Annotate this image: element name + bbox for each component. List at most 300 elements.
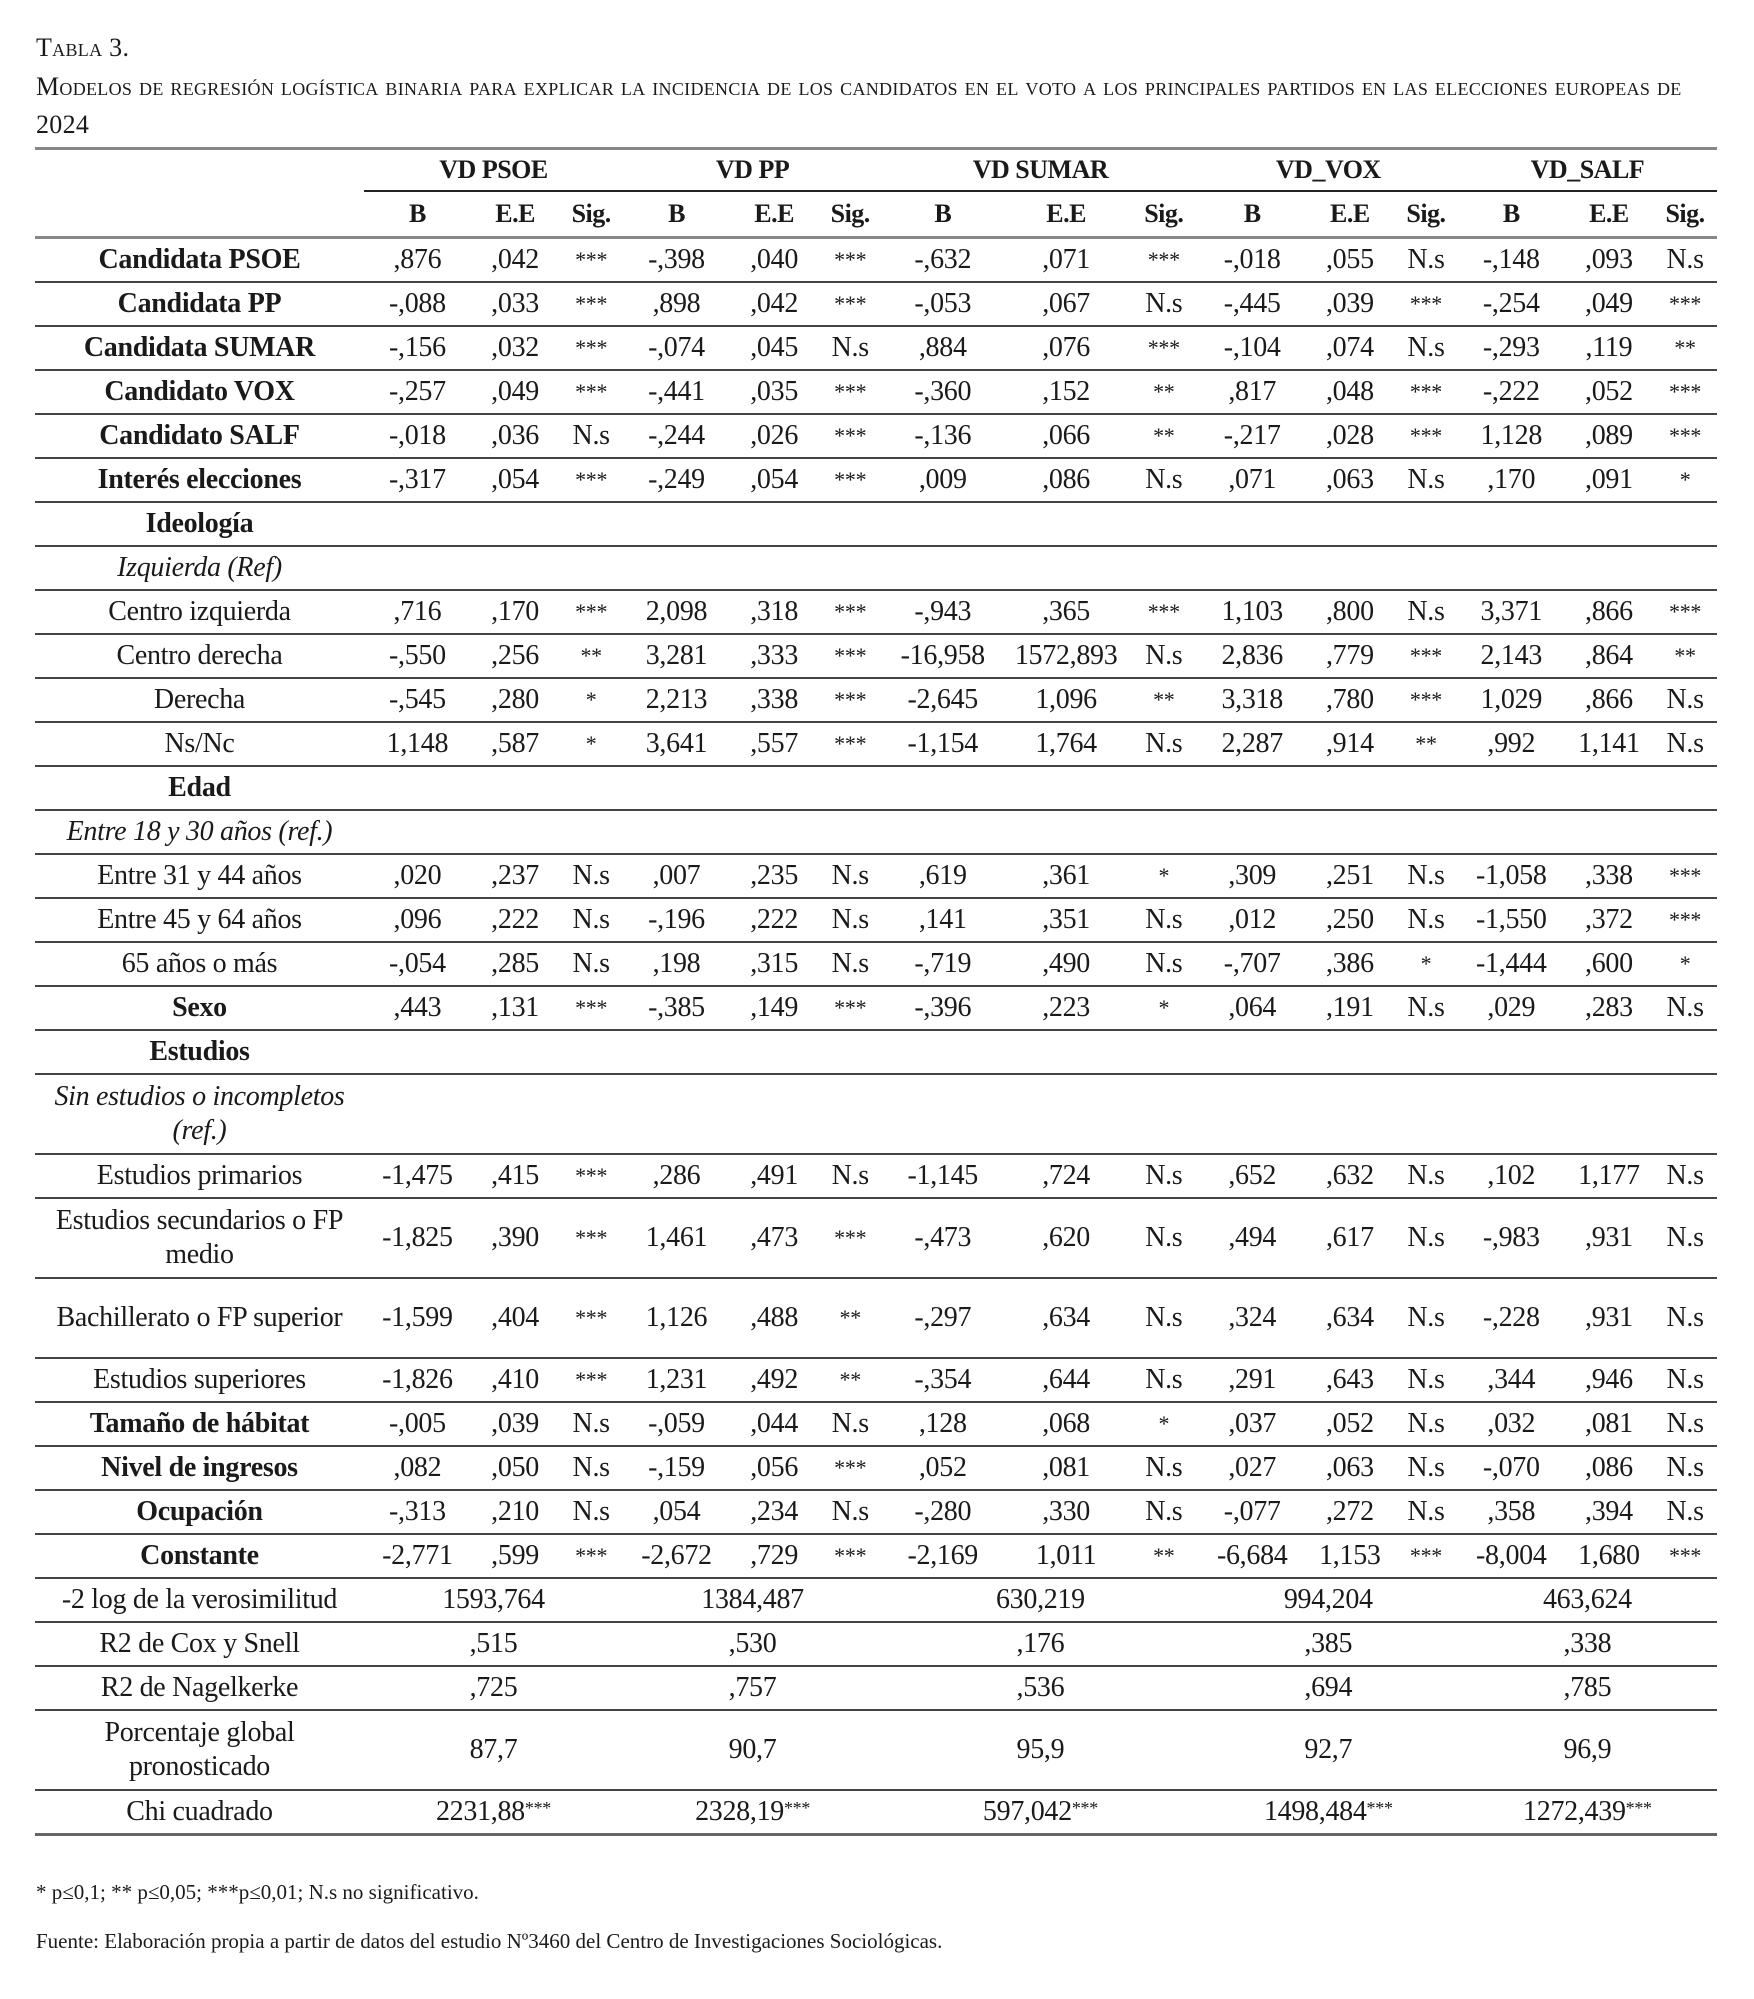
cell-ee: ,191 <box>1306 986 1394 1030</box>
cell-sig: N.s <box>1653 1490 1717 1534</box>
cell-b: ,020 <box>364 854 471 898</box>
cell-sig <box>1394 1074 1458 1154</box>
cell-ee: ,035 <box>730 370 818 414</box>
cell-b: 3,371 <box>1458 590 1565 634</box>
cell-b: ,071 <box>1199 458 1306 502</box>
cell-b: ,064 <box>1199 986 1306 1030</box>
cell-ee: ,152 <box>1003 370 1128 414</box>
cell-sig: ** <box>1129 414 1199 458</box>
cell-sig <box>559 546 623 590</box>
cell-b: 1,029 <box>1458 678 1565 722</box>
cell-ee: ,074 <box>1306 326 1394 370</box>
cell-sig: * <box>559 678 623 722</box>
cell-sig: *** <box>559 238 623 283</box>
summary-number: 994,204 <box>1283 1584 1373 1615</box>
cell-ee <box>1003 546 1128 590</box>
cell-sig <box>818 810 882 854</box>
cell-sig <box>1129 1030 1199 1074</box>
cell-ee <box>471 546 559 590</box>
cell-sig: N.s <box>1653 1278 1717 1358</box>
cell-b <box>364 502 471 546</box>
summary-value <box>1458 1622 1717 1666</box>
subheader-b: B <box>1458 191 1565 238</box>
cell-b <box>1199 1074 1306 1154</box>
cell-ee <box>471 810 559 854</box>
cell-sig: ** <box>1129 678 1199 722</box>
cell-ee: ,050 <box>471 1446 559 1490</box>
cell-ee: 1,680 <box>1565 1534 1653 1578</box>
cell-ee: ,338 <box>1565 854 1653 898</box>
cell-b: ,652 <box>1199 1154 1306 1198</box>
cell-b <box>623 766 730 810</box>
summary-row <box>35 1790 1717 1835</box>
cell-b: -,104 <box>1199 326 1306 370</box>
cell-b <box>1458 546 1565 590</box>
cell-ee: ,054 <box>730 458 818 502</box>
cell-sig <box>559 810 623 854</box>
cell-ee: ,076 <box>1003 326 1128 370</box>
cell-b: -,707 <box>1199 942 1306 986</box>
cell-ee: ,599 <box>471 1534 559 1578</box>
table-number: Tabla 3. <box>36 33 130 62</box>
summary-value <box>1458 1790 1717 1835</box>
row-label: Ideología <box>35 502 364 546</box>
row-label: Candidato SALF <box>35 414 364 458</box>
summary-number: 463,624 <box>1542 1584 1632 1615</box>
cell-ee <box>730 766 818 810</box>
cell-sig <box>1394 766 1458 810</box>
cell-sig: *** <box>1653 282 1717 326</box>
cell-sig: ** <box>818 1278 882 1358</box>
cell-b: -1,444 <box>1458 942 1565 986</box>
significance-stars: *** <box>1366 1798 1393 1818</box>
cell-ee: ,488 <box>730 1278 818 1358</box>
cell-sig: N.s <box>1129 1446 1199 1490</box>
cell-ee: ,779 <box>1306 634 1394 678</box>
cell-b: -1,145 <box>882 1154 1003 1198</box>
cell-sig: N.s <box>1394 854 1458 898</box>
cell-b: -,196 <box>623 898 730 942</box>
cell-b <box>364 810 471 854</box>
summary-number: 96,9 <box>1563 1734 1612 1765</box>
summary-value <box>1199 1578 1458 1622</box>
cell-sig: ** <box>818 1358 882 1402</box>
cell-b: ,898 <box>623 282 730 326</box>
cell-b: -,280 <box>882 1490 1003 1534</box>
summary-value <box>1199 1666 1458 1710</box>
cell-b: ,032 <box>1458 1402 1565 1446</box>
cell-b <box>1199 1030 1306 1074</box>
cell-sig: N.s <box>1394 898 1458 942</box>
row-label: Estudios secundarios o FP medio <box>35 1198 364 1278</box>
model-header-row <box>35 149 1717 192</box>
cell-ee: ,338 <box>730 678 818 722</box>
cell-sig: *** <box>1394 370 1458 414</box>
cell-b: ,029 <box>1458 986 1565 1030</box>
cell-ee: ,643 <box>1306 1358 1394 1402</box>
cell-ee: ,492 <box>730 1358 818 1402</box>
cell-b: ,817 <box>1199 370 1306 414</box>
row-label: Entre 31 y 44 años <box>35 854 364 898</box>
summary-value <box>364 1622 623 1666</box>
table-row <box>35 678 1717 722</box>
cell-sig: ** <box>1653 634 1717 678</box>
row-label: Estudios <box>35 1030 364 1074</box>
cell-b: -,156 <box>364 326 471 370</box>
cell-sig: N.s <box>1653 678 1717 722</box>
cell-b: ,344 <box>1458 1358 1565 1402</box>
cell-ee: ,054 <box>471 458 559 502</box>
cell-sig <box>1394 502 1458 546</box>
row-label: Candidata PSOE <box>35 238 364 283</box>
cell-ee: ,272 <box>1306 1490 1394 1534</box>
summary-label: Chi cuadrado <box>35 1790 364 1835</box>
cell-sig: *** <box>818 414 882 458</box>
cell-b: -6,684 <box>1199 1534 1306 1578</box>
cell-ee: ,415 <box>471 1154 559 1198</box>
cell-b: 1,128 <box>1458 414 1565 458</box>
cell-b <box>1199 810 1306 854</box>
cell-b: -,983 <box>1458 1198 1565 1278</box>
cell-ee: ,086 <box>1003 458 1128 502</box>
subheader-sig: Sig. <box>1653 191 1717 238</box>
cell-sig: N.s <box>818 898 882 942</box>
cell-sig <box>1129 766 1199 810</box>
cell-ee: ,931 <box>1565 1198 1653 1278</box>
category-row <box>35 502 1717 546</box>
cell-sig: *** <box>1394 414 1458 458</box>
cell-sig: N.s <box>1394 326 1458 370</box>
row-label: Izquierda (Ref) <box>35 546 364 590</box>
cell-b: 3,281 <box>623 634 730 678</box>
cell-ee: ,931 <box>1565 1278 1653 1358</box>
cell-ee: ,333 <box>730 634 818 678</box>
cell-sig: N.s <box>1394 1358 1458 1402</box>
cell-ee: ,351 <box>1003 898 1128 942</box>
cell-ee <box>1565 766 1653 810</box>
summary-value <box>364 1578 623 1622</box>
cell-sig: *** <box>1653 854 1717 898</box>
row-label: Ns/Nc <box>35 722 364 766</box>
cell-ee: ,780 <box>1306 678 1394 722</box>
cell-ee: ,285 <box>471 942 559 986</box>
cell-ee: ,256 <box>471 634 559 678</box>
cell-sig <box>818 1030 882 1074</box>
summary-value <box>882 1710 1199 1790</box>
cell-sig: N.s <box>1394 1446 1458 1490</box>
cell-sig: *** <box>1653 898 1717 942</box>
cell-b: -1,826 <box>364 1358 471 1402</box>
table-row <box>35 238 1717 283</box>
cell-ee: ,587 <box>471 722 559 766</box>
cell-ee: ,490 <box>1003 942 1128 986</box>
summary-value <box>882 1666 1199 1710</box>
row-label: Estudios superiores <box>35 1358 364 1402</box>
cell-sig: * <box>1653 942 1717 986</box>
header-corner <box>35 149 364 192</box>
summary-number: 1272,439 <box>1523 1796 1626 1827</box>
summary-value <box>364 1790 623 1835</box>
cell-b: -,054 <box>364 942 471 986</box>
cell-b: -,070 <box>1458 1446 1565 1490</box>
cell-b <box>882 766 1003 810</box>
cell-b: -,244 <box>623 414 730 458</box>
cell-b: -,228 <box>1458 1278 1565 1358</box>
row-label: Candidato VOX <box>35 370 364 414</box>
summary-number: 1384,487 <box>701 1584 804 1615</box>
cell-ee: ,729 <box>730 1534 818 1578</box>
cell-b: -,445 <box>1199 282 1306 326</box>
cell-b: -,441 <box>623 370 730 414</box>
cell-ee: ,283 <box>1565 986 1653 1030</box>
cell-ee: ,026 <box>730 414 818 458</box>
cell-b <box>623 502 730 546</box>
table-body <box>35 238 1717 1835</box>
cell-b: -,254 <box>1458 282 1565 326</box>
cell-ee: ,119 <box>1565 326 1653 370</box>
cell-sig: N.s <box>818 1490 882 1534</box>
cell-sig: *** <box>1653 370 1717 414</box>
cell-b <box>882 1074 1003 1154</box>
cell-ee: ,234 <box>730 1490 818 1534</box>
cell-b <box>1458 766 1565 810</box>
cell-ee <box>730 810 818 854</box>
cell-sig: *** <box>1129 238 1199 283</box>
cell-b: ,291 <box>1199 1358 1306 1402</box>
table-row <box>35 1198 1717 1278</box>
cell-ee <box>471 766 559 810</box>
cell-b: -,293 <box>1458 326 1565 370</box>
row-label: Estudios primarios <box>35 1154 364 1198</box>
cell-ee: ,081 <box>1003 1446 1128 1490</box>
cell-b: -,317 <box>364 458 471 502</box>
cell-ee: ,634 <box>1003 1278 1128 1358</box>
cell-sig: N.s <box>1653 1446 1717 1490</box>
cell-b <box>623 1074 730 1154</box>
model-header-sumar: VD SUMAR <box>882 149 1199 192</box>
table-caption <box>36 28 1726 144</box>
summary-number: ,515 <box>469 1628 518 1659</box>
subheader-ee: E.E <box>730 191 818 238</box>
summary-value <box>1199 1710 1458 1790</box>
cell-ee: ,617 <box>1306 1198 1394 1278</box>
cell-sig: *** <box>1129 326 1199 370</box>
cell-sig: N.s <box>818 942 882 986</box>
cell-b: -,136 <box>882 414 1003 458</box>
cell-sig: N.s <box>1653 1402 1717 1446</box>
cell-sig: N.s <box>1129 1154 1199 1198</box>
cell-ee <box>1003 1030 1128 1074</box>
cell-b: ,102 <box>1458 1154 1565 1198</box>
cell-sig: N.s <box>818 854 882 898</box>
cell-sig: *** <box>1653 414 1717 458</box>
cell-sig: N.s <box>559 1402 623 1446</box>
row-label: 65 años o más <box>35 942 364 986</box>
cell-sig: N.s <box>1129 634 1199 678</box>
cell-sig: N.s <box>559 1490 623 1534</box>
cell-sig: N.s <box>818 1154 882 1198</box>
subheader-ee: E.E <box>1565 191 1653 238</box>
cell-ee: ,044 <box>730 1402 818 1446</box>
cell-b: -,088 <box>364 282 471 326</box>
cell-sig: N.s <box>1129 458 1199 502</box>
cell-ee: ,390 <box>471 1198 559 1278</box>
subheader-sig: Sig. <box>1394 191 1458 238</box>
cell-sig <box>1653 810 1717 854</box>
cell-ee: ,093 <box>1565 238 1653 283</box>
summary-number: ,694 <box>1304 1672 1353 1703</box>
summary-number: 92,7 <box>1304 1734 1353 1765</box>
cell-ee: ,223 <box>1003 986 1128 1030</box>
table-row <box>35 722 1717 766</box>
cell-b: 2,836 <box>1199 634 1306 678</box>
cell-ee: ,049 <box>1565 282 1653 326</box>
cell-sig: N.s <box>1394 1402 1458 1446</box>
cell-sig: ** <box>1129 370 1199 414</box>
cell-b: -,545 <box>364 678 471 722</box>
cell-ee: ,365 <box>1003 590 1128 634</box>
cell-b: ,027 <box>1199 1446 1306 1490</box>
cell-b: ,992 <box>1458 722 1565 766</box>
cell-b <box>364 766 471 810</box>
cell-b <box>364 1074 471 1154</box>
table-row <box>35 1154 1717 1198</box>
summary-number: 1593,764 <box>442 1584 545 1615</box>
cell-ee: ,473 <box>730 1198 818 1278</box>
cell-ee: ,048 <box>1306 370 1394 414</box>
cell-b: 2,143 <box>1458 634 1565 678</box>
cell-ee: ,039 <box>471 1402 559 1446</box>
cell-b: -1,154 <box>882 722 1003 766</box>
subheader-b: B <box>623 191 730 238</box>
subheader-b: B <box>1199 191 1306 238</box>
cell-b: ,884 <box>882 326 1003 370</box>
cell-sig <box>1129 502 1199 546</box>
cell-b: ,324 <box>1199 1278 1306 1358</box>
cell-ee: ,280 <box>471 678 559 722</box>
cell-ee: ,330 <box>1003 1490 1128 1534</box>
cell-ee: ,600 <box>1565 942 1653 986</box>
cell-ee: ,210 <box>471 1490 559 1534</box>
cell-ee: ,036 <box>471 414 559 458</box>
summary-number: ,785 <box>1563 1672 1612 1703</box>
cell-ee: ,404 <box>471 1278 559 1358</box>
cell-b: ,128 <box>882 1402 1003 1446</box>
table-row <box>35 590 1717 634</box>
summary-value <box>623 1666 882 1710</box>
cell-sig: *** <box>559 590 623 634</box>
category-row <box>35 546 1717 590</box>
cell-b: -2,169 <box>882 1534 1003 1578</box>
cell-sig: N.s <box>1394 1278 1458 1358</box>
cell-ee: ,800 <box>1306 590 1394 634</box>
cell-b: 2,213 <box>623 678 730 722</box>
summary-value <box>882 1790 1199 1835</box>
summary-value <box>1199 1790 1458 1835</box>
cell-b: -,473 <box>882 1198 1003 1278</box>
cell-ee: ,055 <box>1306 238 1394 283</box>
summary-number: 90,7 <box>728 1734 777 1765</box>
cell-ee: ,052 <box>1565 370 1653 414</box>
cell-ee: ,394 <box>1565 1490 1653 1534</box>
cell-sig: N.s <box>1394 1198 1458 1278</box>
cell-b: -,943 <box>882 590 1003 634</box>
significance-stars: *** <box>1625 1798 1652 1818</box>
cell-ee: ,042 <box>730 282 818 326</box>
cell-ee: ,361 <box>1003 854 1128 898</box>
summary-label: Porcentaje global pronosticado <box>35 1710 364 1790</box>
cell-b <box>364 1030 471 1074</box>
cell-ee <box>1565 502 1653 546</box>
table-row <box>35 414 1717 458</box>
summary-number: 2328,19 <box>695 1796 784 1827</box>
cell-ee: ,250 <box>1306 898 1394 942</box>
subheader-b: B <box>364 191 471 238</box>
cell-sig <box>818 546 882 590</box>
cell-b: 1,231 <box>623 1358 730 1402</box>
cell-b <box>1458 1074 1565 1154</box>
cell-sig: N.s <box>559 414 623 458</box>
cell-sig: *** <box>818 678 882 722</box>
table-row <box>35 898 1717 942</box>
cell-b: -2,645 <box>882 678 1003 722</box>
cell-b: -,249 <box>623 458 730 502</box>
summary-number: ,176 <box>1016 1628 1065 1659</box>
cell-ee <box>1306 1074 1394 1154</box>
cell-sig: *** <box>818 986 882 1030</box>
cell-b: -8,004 <box>1458 1534 1565 1578</box>
row-label: Entre 18 y 30 años (ref.) <box>35 810 364 854</box>
cell-b: -,159 <box>623 1446 730 1490</box>
cell-b: 1,126 <box>623 1278 730 1358</box>
row-label: Candidata SUMAR <box>35 326 364 370</box>
cell-sig: N.s <box>1129 282 1199 326</box>
cell-ee: 1572,893 <box>1003 634 1128 678</box>
regression-table <box>35 147 1717 1836</box>
subheader-ee: E.E <box>471 191 559 238</box>
cell-sig: N.s <box>1394 986 1458 1030</box>
summary-value <box>623 1790 882 1835</box>
cell-ee: 1,011 <box>1003 1534 1128 1578</box>
cell-b: 2,098 <box>623 590 730 634</box>
cell-sig: ** <box>1129 1534 1199 1578</box>
cell-sig: * <box>1394 942 1458 986</box>
summary-label: R2 de Cox y Snell <box>35 1622 364 1666</box>
cell-ee: ,946 <box>1565 1358 1653 1402</box>
cell-b: -2,672 <box>623 1534 730 1578</box>
cell-b <box>882 502 1003 546</box>
cell-sig: N.s <box>1653 238 1717 283</box>
cell-sig: N.s <box>1653 1198 1717 1278</box>
category-row <box>35 810 1717 854</box>
summary-number: 597,042 <box>982 1796 1072 1827</box>
subheader-sig: Sig. <box>559 191 623 238</box>
cell-b: ,096 <box>364 898 471 942</box>
cell-ee <box>1306 1030 1394 1074</box>
category-row <box>35 1030 1717 1074</box>
cell-sig <box>818 1074 882 1154</box>
subheader-sig: Sig. <box>1129 191 1199 238</box>
cell-b: ,619 <box>882 854 1003 898</box>
table-row <box>35 1402 1717 1446</box>
cell-sig: N.s <box>1129 1490 1199 1534</box>
cell-ee <box>1003 766 1128 810</box>
cell-sig: *** <box>559 1278 623 1358</box>
summary-value <box>882 1578 1199 1622</box>
cell-sig <box>559 502 623 546</box>
source-note: Fuente: Elaboración propia a partir de datos del estudio Nº3460 del Centro de Investigaciones Sociológicas. <box>36 1929 943 1953</box>
cell-b: -,059 <box>623 1402 730 1446</box>
